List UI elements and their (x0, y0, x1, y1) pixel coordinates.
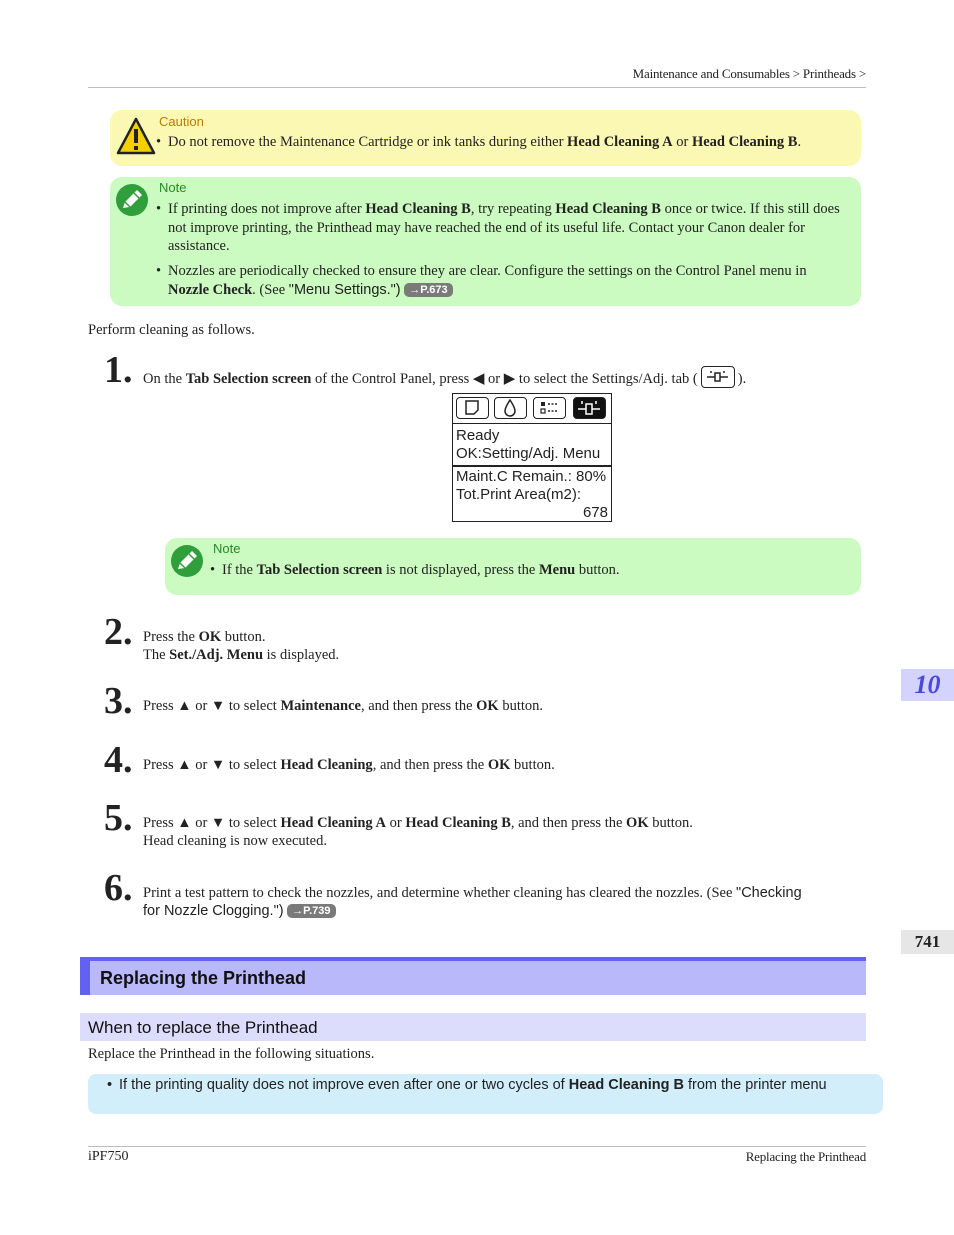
caution-icon (116, 116, 156, 156)
lcd-divider (453, 465, 611, 467)
step-number: 4. (104, 739, 133, 781)
paper-icon (457, 398, 487, 417)
pencil-note-icon (169, 543, 205, 579)
page-number: 741 (901, 930, 954, 954)
note-bullet-1: • If printing does not improve after Head Cleaning B, try repeating Head Cleaning B once or twice. If this still does not improve printing, the Printhead may have reached the end of its useful life. Contact your Canon dealer for assistance. (156, 201, 840, 254)
caution-title: Caution (159, 114, 204, 129)
page-ref-badge[interactable]: →P.673 (404, 283, 452, 297)
step-text: Press ▲ or ▼ to select Head Cleaning, and then press the OK button. (143, 757, 555, 773)
note-title: Note (159, 180, 187, 195)
chapter-tab[interactable]: 10 (901, 669, 954, 701)
situation-box (88, 1074, 883, 1114)
ink-drop-icon (495, 398, 525, 417)
situation-bullet: • If the printing quality does not improve even after one or two cycles of Head Cleaning B from the printer menu (107, 1077, 827, 1093)
lcd-line-3: Maint.C Remain.: 80% (456, 468, 607, 485)
settings-adj-icon (574, 398, 604, 417)
note-bullet: • If the Tab Selection screen is not displayed, press the Menu button. (210, 562, 620, 578)
note-box-2 (165, 538, 861, 595)
step-text: Press the OK button. The Set./Adj. Menu is displayed. (143, 629, 340, 663)
step-text: On the Tab Selection screen of the Control Panel, press ◀ or ▶ to select the Settings/Adj. tab ( ). (143, 366, 746, 388)
lcd-line-2: OK:Setting/Adj. Menu (456, 445, 601, 462)
breadcrumb: Maintenance and Consumables > Printheads > (632, 66, 866, 81)
step-text: Press ▲ or ▼ to select Maintenance, and then press the OK button. (143, 698, 544, 714)
step-text: Print a test pattern to check the nozzles, and determine whether cleaning has cleared the nozzles. (See "Checking for Nozzle Clogging.") →P.739 (143, 885, 802, 919)
page-ref-badge[interactable]: →P.739 (287, 904, 335, 918)
footer-model: iPF750 (88, 1149, 129, 1164)
step-number: 2. (104, 611, 133, 653)
step-number: 1. (104, 349, 133, 391)
lcd-line-4: Tot.Print Area(m2): (456, 486, 582, 503)
lcd-line-1: Ready (456, 427, 500, 444)
pencil-note-icon (114, 182, 150, 218)
step-number: 5. (104, 797, 133, 839)
note-title: Note (213, 541, 241, 556)
lcd-line-5: 678 (582, 504, 608, 521)
caution-bullet: • Do not remove the Maintenance Cartridge or ink tanks during either Head Cleaning A or Head Cleaning B. (156, 134, 802, 150)
intro-text: Perform cleaning as follows. (88, 322, 255, 338)
checking-nozzle-link[interactable]: "Checking for Nozzle Clogging.") (143, 885, 802, 919)
note-bullet-2: • Nozzles are periodically checked to ensure they are clear. Configure the settings on the Control Panel menu in Nozzle Check. (See "Menu Settings.") →P.673 (156, 263, 807, 298)
footer-section: Replacing the Printhead (745, 1149, 866, 1164)
lcd-tab-ink (494, 397, 527, 419)
step-text: Press ▲ or ▼ to select Head Cleaning A or Head Cleaning B, and then press the OK button. Head cleaning is now executed. (143, 815, 693, 849)
lcd-tab-bar (453, 394, 611, 424)
lcd-tab-job (533, 397, 566, 419)
settings-tab-icon (701, 366, 735, 388)
footer-rule (88, 1146, 866, 1147)
note-box (110, 177, 861, 306)
section-intro: Replace the Printhead in the following situations. (88, 1046, 375, 1062)
job-list-icon (534, 398, 564, 417)
lcd-tab-paper (456, 397, 489, 419)
lcd-tab-settings (573, 397, 606, 419)
subsection-heading: When to replace the Printhead (80, 1013, 866, 1041)
header-rule (88, 87, 866, 88)
right-arrow-icon: ▶ (503, 371, 516, 387)
lcd-display (452, 393, 612, 522)
step-number: 3. (104, 680, 133, 722)
menu-settings-link[interactable]: "Menu Settings.") (288, 281, 401, 298)
caution-box (110, 110, 861, 166)
step-number: 6. (104, 867, 133, 909)
section-heading: Replacing the Printhead (80, 957, 866, 995)
left-arrow-icon: ◀ (472, 371, 485, 387)
